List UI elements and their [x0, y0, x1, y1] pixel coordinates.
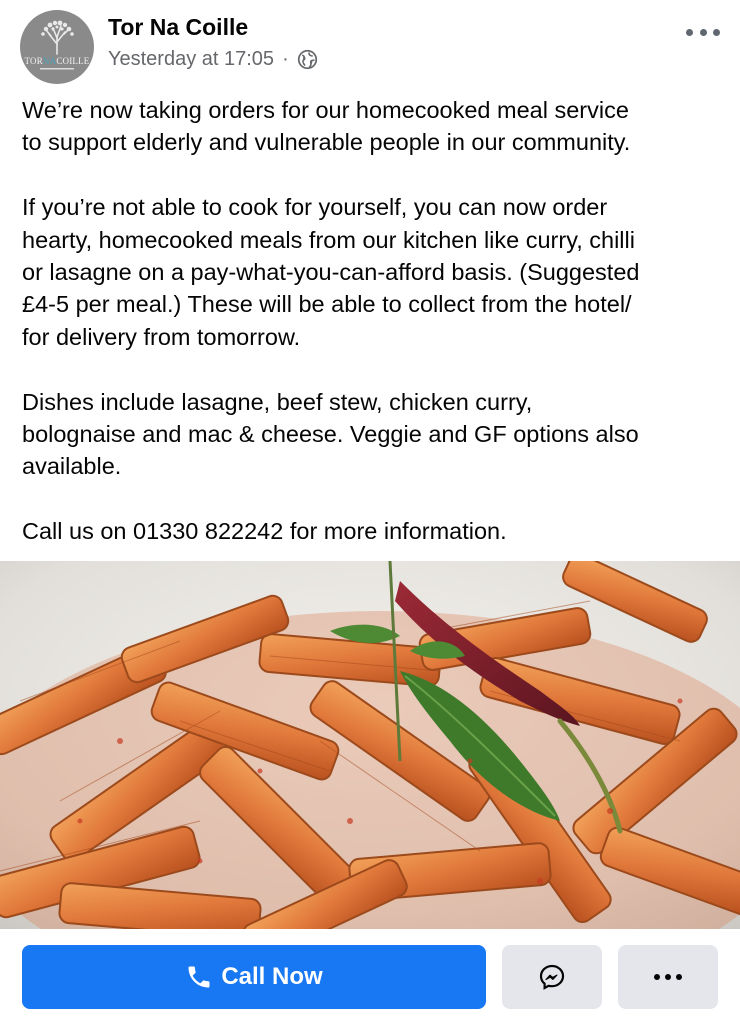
post-actions: [0, 929, 740, 1024]
more-dot: [713, 29, 720, 36]
post-paragraph: [22, 94, 722, 159]
more-dot: [665, 974, 671, 980]
post-line: to support elderly and vulnerable people in our community.: [22, 129, 631, 156]
post-line: or lasagne on a pay-what-you-can-afford basis. (Suggested: [22, 259, 640, 286]
post-body: [22, 94, 722, 548]
post-photo[interactable]: [0, 561, 740, 929]
post-line: If you’re not able to cook for yourself, you can now order: [22, 194, 608, 221]
post-line: for delivery from tomorrow.: [22, 323, 301, 350]
call-now-button[interactable]: [22, 945, 486, 1009]
globe-icon[interactable]: [297, 49, 318, 70]
pasta-photo: [0, 561, 740, 929]
post-paragraph: [22, 515, 722, 547]
meta-separator: ·: [282, 48, 289, 70]
messenger-icon: [538, 963, 566, 991]
more-actions-button[interactable]: [618, 945, 718, 1009]
phone-icon: [185, 963, 213, 991]
post-line: Call us on 01330 822242 for more information.: [22, 518, 507, 545]
avatar-wordmark: TORNACOILLE: [24, 56, 90, 66]
post-line: £4-5 per meal.) These will be able to collect from the hotel/: [22, 291, 632, 318]
post-meta: [108, 48, 318, 71]
post-line: Dishes include lasagne, beef stew, chicken curry,: [22, 388, 533, 415]
page-name[interactable]: Tor Na Coille: [108, 14, 249, 40]
post-paragraph: [22, 191, 722, 353]
post-line: available.: [22, 453, 122, 480]
post-line: We’re now taking orders for our homecooked meal service: [22, 97, 629, 123]
call-now-label: Call Now: [221, 963, 323, 990]
more-options-icon: [686, 29, 693, 36]
post-header: [0, 0, 740, 90]
more-horizontal-icon: [654, 974, 660, 980]
post-timestamp[interactable]: Yesterday at 17:05: [108, 48, 275, 70]
messenger-button[interactable]: [502, 945, 602, 1009]
more-dot: [700, 29, 707, 36]
more-dot: [676, 974, 682, 980]
more-options-button[interactable]: [686, 22, 720, 42]
tree-logo-icon: [20, 10, 94, 84]
post-line: bolognaise and mac & cheese. Veggie and GF options also: [22, 421, 639, 448]
page-avatar[interactable]: [20, 10, 94, 84]
post-paragraph: [22, 386, 722, 483]
post-line: hearty, homecooked meals from our kitchen like curry, chilli: [22, 226, 635, 253]
